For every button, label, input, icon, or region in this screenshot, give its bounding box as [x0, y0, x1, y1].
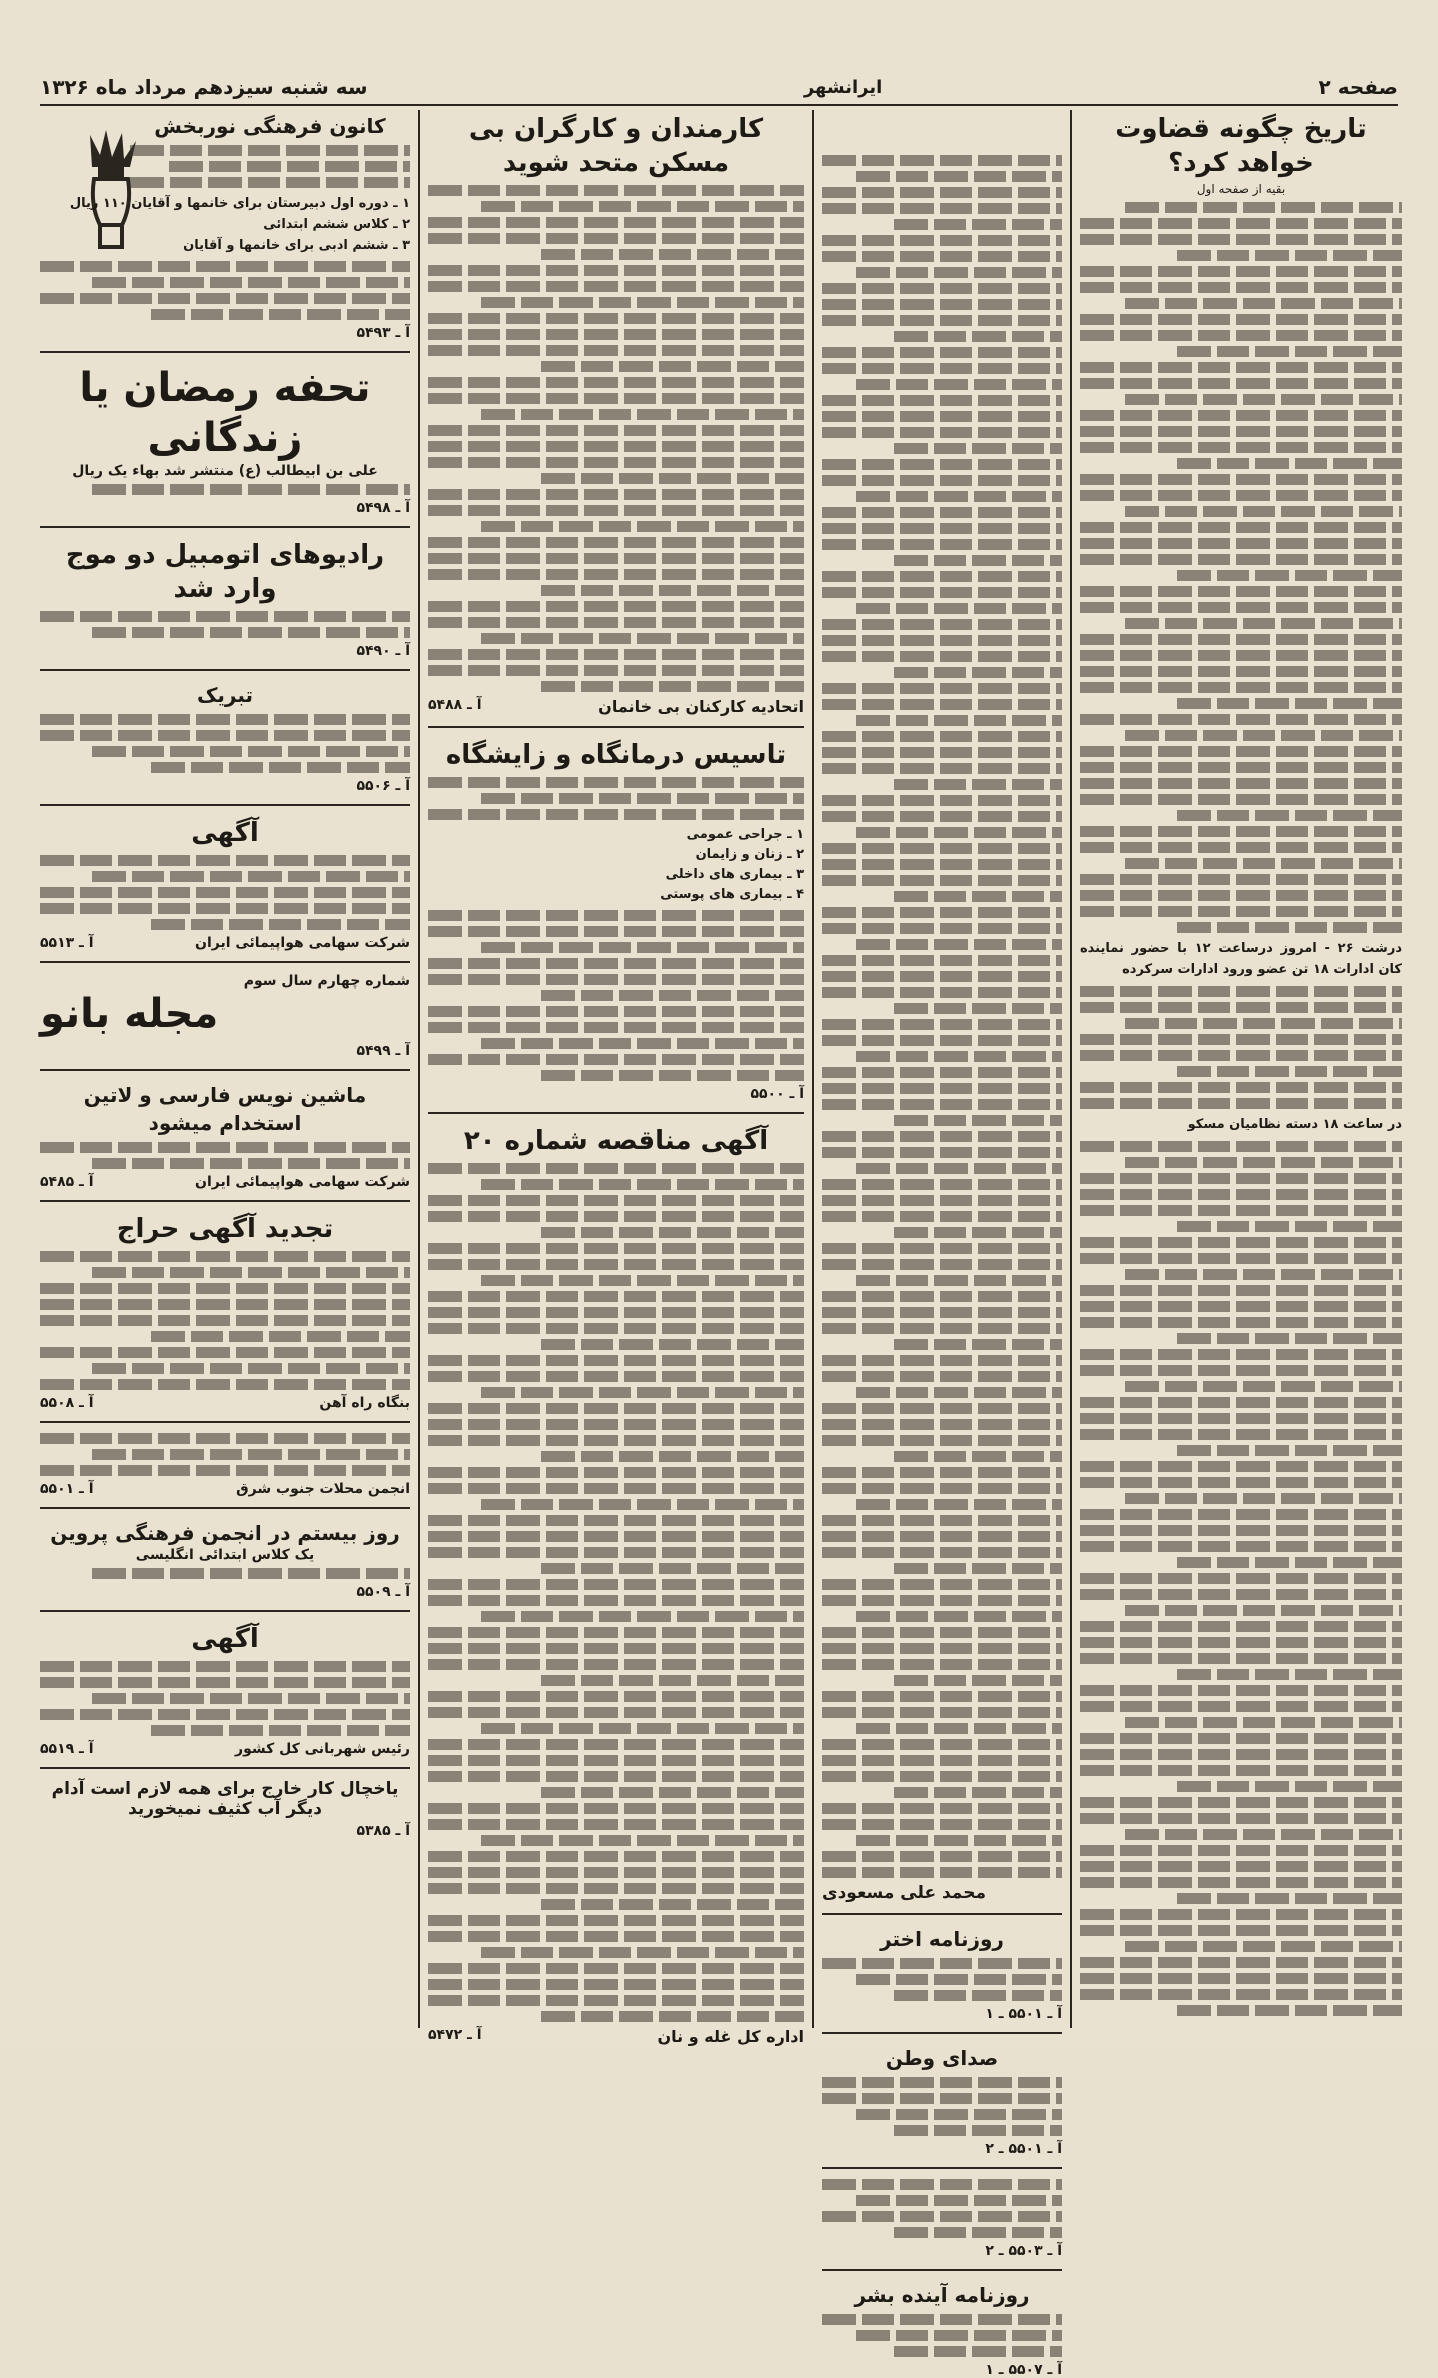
notice-ref: آ ـ ۵۴۹۰: [356, 643, 410, 659]
list-item: ۱ ـ دوره اول دبیرستان برای خانمها و آقایان ۱۱۰ ریال: [69, 196, 410, 211]
notice-ref: آ ـ ۵۵۰۱: [40, 1481, 94, 1497]
notice-title: آگهی مناقصه شماره ۲۰: [463, 1126, 769, 1156]
notice-footer: [428, 2027, 804, 2046]
notice-title: روزنامه آینده بشر: [854, 2283, 1030, 2307]
notice-footer: [40, 1174, 410, 1190]
list-item: ۲ ـ کلاس ششم ابتدائی: [263, 217, 410, 232]
notice-ref: آ ـ ۵۵۰۰: [750, 1086, 804, 1102]
notice-ref: آ ـ ۵۴۹۳: [356, 325, 410, 341]
list-item: ۴ ـ بیماری های پوستی: [660, 887, 804, 902]
notice-ref: آ ـ ۵۳۸۵: [356, 1823, 410, 1839]
notice-ref: آ ـ ۵۵۰۶: [356, 778, 410, 794]
org-signature: انجمن محلات جنوب شرق: [236, 1481, 410, 1497]
article-body: [822, 155, 1062, 1878]
notice-title: یاخچال کار خارج برای همه لازم است آدام: [51, 1779, 399, 1799]
page-header: [40, 70, 1398, 106]
article-body: [428, 185, 804, 692]
article-title: کارمندان و کارگران بی مسکن متحد شوید: [468, 114, 764, 178]
list-item: ۱ ـ جراحی عمومی: [686, 827, 804, 842]
notice-ref: آ ـ ۵۴۹۸: [356, 500, 410, 516]
notice-title: آگهی: [191, 1624, 259, 1654]
notice-footer: [40, 1741, 410, 1757]
notice-title: آگهی: [191, 818, 259, 848]
notice-ref: آ ـ ۵۴۸۵: [40, 1174, 94, 1190]
org-signature: اداره کل غله و نان: [657, 2027, 804, 2046]
masthead-name: ایرانشهر: [803, 76, 883, 98]
notice-ref: آ ـ ۵۵۱۳: [40, 935, 94, 951]
org-signature: شرکت سهامی هواپیمائی ایران: [195, 935, 410, 951]
notice-footer: [428, 697, 804, 716]
org-signature: بنگاه راه آهن: [319, 1395, 410, 1411]
notice-title: تاسیس درمانگاه و زایشگاه: [445, 740, 787, 770]
notice-ref: آ ـ ۵۴۸۸: [428, 697, 482, 713]
notice-title: روزنامه اختر: [880, 1927, 1004, 1951]
list-item: ۳ ـ ششم ادبی برای خانمها و آقایان: [183, 238, 410, 253]
notice-title: روز بیستم در انجمن فرهنگی پروین: [50, 1521, 400, 1545]
article-continuation: [822, 150, 1062, 2378]
notice-footer: [40, 935, 410, 951]
continued-note: بقیه از صفحه اول: [1196, 182, 1286, 196]
notice-ref: آ ـ ۵۵۰۱ ـ ۱: [985, 2006, 1062, 2022]
org-signature: شرکت سهامی هواپیمائی ایران: [195, 1174, 410, 1190]
notice-body: [428, 1163, 804, 2022]
column-rule: [418, 110, 420, 2028]
notice-title: تجدید آگهی حراج: [116, 1214, 334, 1244]
issue-date: سه شنبه سیزدهم مرداد ماه ۱۳۲۶: [40, 75, 368, 99]
notice-title: رادیوهای اتومبیل دو موج وارد شد: [65, 540, 385, 604]
notice-title: ماشین نویس فارسی و لاتین استخدام میشود: [83, 1083, 367, 1135]
page-number: صفحه ۲: [1318, 75, 1398, 99]
notice-ref: آ ـ ۵۵۰۸: [40, 1395, 94, 1411]
list-item: ۲ ـ زنان و زایمان: [695, 847, 804, 862]
notice-subtitle: دیگر آب کثیف نمیخورید: [128, 1799, 322, 1819]
notice-ref: آ ـ ۵۴۹۹: [356, 1043, 410, 1059]
column-rule: [1070, 110, 1072, 2028]
notice-ref: آ ـ ۵۵۰۳ ـ ۲: [985, 2243, 1062, 2259]
services-list: [428, 825, 804, 905]
notice-title: کانون فرهنگی نوربخش: [154, 114, 386, 138]
dated-passage: درشت ۲۶ - امروز درساعت ۱۲ با حضور نماینده کان ادارات ۱۸ تن عضو ورود ادارات سرکرده: [1080, 941, 1402, 977]
list-item: ۳ ـ بیماری های داخلی: [665, 867, 804, 882]
notice-title: تحفه رمضان یا زندگانی: [79, 365, 371, 461]
notice-footer: [40, 1395, 410, 1411]
notice-ref: آ ـ ۵۴۷۲: [428, 2027, 482, 2043]
author-signature: محمد علی مسعودی: [822, 1883, 986, 1903]
notice-body: [428, 777, 804, 1081]
notice-title: مجله بانو: [40, 991, 219, 1037]
org-signature: اتحادیه کارکنان بی خانمان: [598, 697, 804, 716]
dated-passage: در ساعت ۱۸ دسته نظامیان مسکو: [1187, 1117, 1402, 1132]
column-three: [428, 112, 804, 2046]
org-signature: رئیس شهربانی کل کشور: [235, 1741, 410, 1757]
notice-ref: آ ـ ۵۵۰۱ ـ ۲: [985, 2141, 1062, 2157]
notice-subtitle: یک کلاس ابتدائی انگلیسی: [135, 1547, 315, 1563]
notice-subtitle: علی بن ابیطالب (ع) منتشر شد بهاء یک ریال: [72, 463, 378, 479]
column-rule: [812, 110, 814, 2028]
notice-subtitle: شماره چهارم سال سوم: [243, 973, 410, 989]
notice-ref: آ ـ ۵۵۰۹: [356, 1584, 410, 1600]
notice-footer: [40, 1481, 410, 1497]
notice-ref: آ ـ ۵۵۱۹: [40, 1741, 94, 1757]
notice-title: تبریک: [196, 683, 254, 707]
notice-title: صدای وطن: [885, 2046, 999, 2070]
article-body: [1080, 202, 1402, 2016]
article-title: تاریخ چگونه قضاوت خواهد کرد؟: [1115, 114, 1367, 178]
classifieds-column: [40, 112, 410, 2032]
course-list: [40, 193, 410, 320]
article-history-judgement: [1080, 112, 1402, 2032]
notice-ref: آ ـ ۵۵۰۷ ـ ۱: [985, 2362, 1062, 2378]
